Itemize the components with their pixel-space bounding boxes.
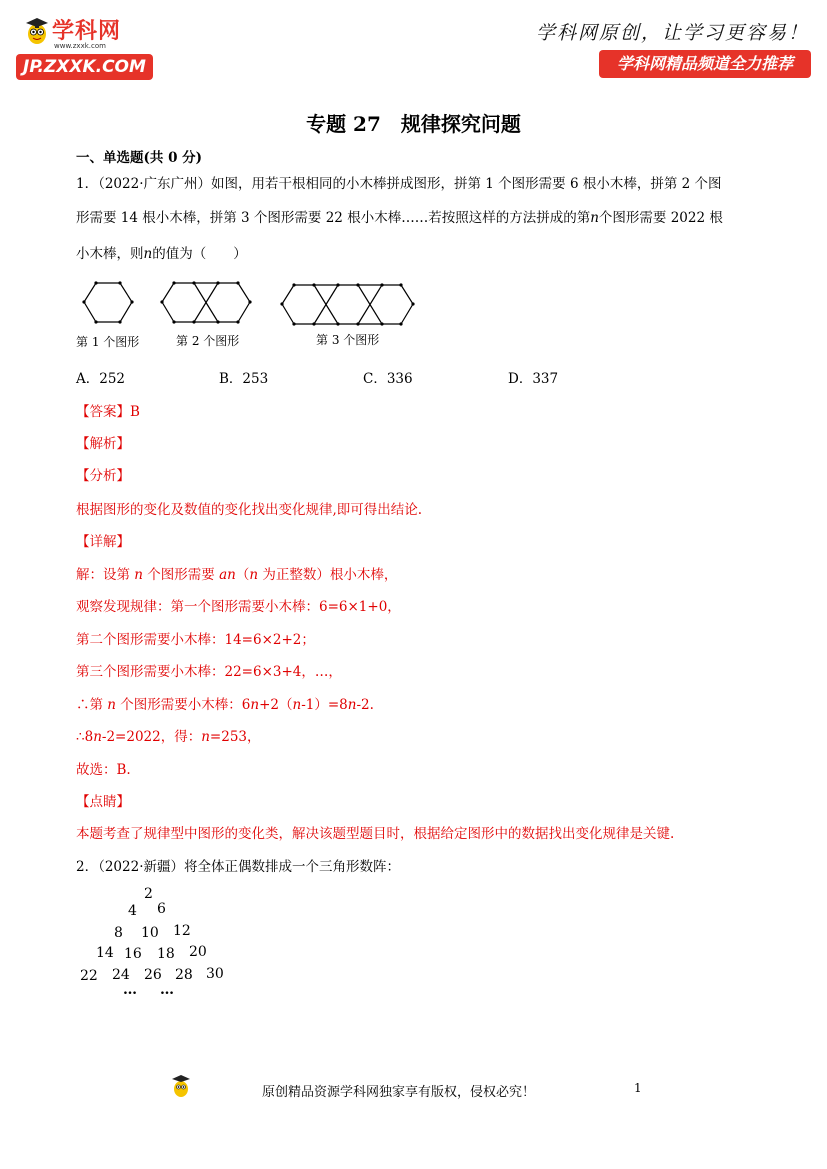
figure-caption-2: 第 2 个图形 (176, 334, 240, 348)
d5-b: 个图形需要小木棒：6 (116, 697, 251, 713)
d5-e: -2. (356, 697, 374, 713)
triangle-number: 4 (128, 903, 137, 919)
triangle-number: 16 (124, 946, 142, 962)
q2-line-1: 2．（2022·新疆）将全体正偶数排成一个三角形数阵： (76, 859, 400, 875)
q1-line-3-b: 的值为（ ） (152, 246, 247, 262)
option-c: C．336 (363, 371, 413, 387)
detail-line-5 (76, 693, 374, 713)
detail-line-1 (76, 563, 397, 583)
figure-caption-3: 第 3 个图形 (316, 333, 380, 347)
stick-figures (76, 280, 426, 330)
var-n: n (292, 697, 302, 713)
detail-line-3: 第二个图形需要小木棒：14=6×2+2； (76, 632, 315, 648)
var-n: n (134, 567, 143, 583)
d6-a: ∴8 (76, 729, 94, 745)
triangle-number: 28 (175, 967, 193, 983)
triangle-number: 20 (189, 944, 207, 960)
figure-3-nodes (280, 283, 414, 325)
d6-c: =253， (209, 729, 261, 745)
d1-b: 个图形需要 (143, 567, 220, 583)
analysis-label: 【解析】 (76, 436, 130, 452)
detail-line-2: 观察发现规律：第一个图形需要小木棒：6=6×1+0， (76, 599, 401, 615)
triangle-number: 10 (141, 925, 159, 941)
var-n: n (590, 210, 599, 226)
triangle-number: 26 (144, 967, 162, 983)
triangle-number: 18 (157, 946, 175, 962)
q1-line-2-b: 个图形需要 2022 根 (598, 210, 723, 226)
q1-line-2 (76, 206, 723, 226)
var-n: n (107, 697, 116, 713)
figure-1-hexagon (84, 283, 132, 322)
d1-c: （ (235, 567, 250, 583)
answer-label: 【答案】B (76, 404, 140, 420)
option-d: D．337 (508, 371, 559, 387)
figure-3 (282, 285, 413, 324)
triangle-number: 14 (96, 945, 114, 961)
bee-mascot-icon (22, 16, 52, 46)
triangle-number: 6 (157, 901, 166, 917)
triangle-number: 22 (80, 968, 98, 984)
logo-name: 学科网 (52, 19, 122, 44)
d1-a: 解：设第 (76, 567, 135, 583)
detail-line-6 (76, 725, 261, 745)
var-n: n (249, 567, 259, 583)
detail-line-7: 故选：B. (76, 762, 131, 778)
triangle-number: 30 (206, 966, 224, 982)
triangle-number: 2 (144, 886, 153, 902)
fenxi-label: 【分析】 (76, 468, 130, 484)
figure-2 (162, 283, 250, 322)
q1-line-3-a: 小木棒，则 (76, 246, 144, 262)
d6-b: -2=2022，得： (101, 729, 202, 745)
triangle-ellipsis: … (160, 982, 174, 998)
var-n: n (143, 246, 153, 262)
var-n: n (347, 697, 357, 713)
page-number: 1 (634, 1081, 642, 1095)
d5-a: ∴第 (76, 697, 108, 713)
dianjing-label: 【点睛】 (76, 794, 130, 810)
bee-mascot-icon (170, 1074, 192, 1098)
var-n: n (250, 697, 260, 713)
var-n: n (93, 729, 102, 745)
q1-line-1: 1．（2022·广东广州）如图，用若干根相同的小木棒拼成图形，拼第 1 个图形需要 6 根小木棒，拼第 2 个图 (76, 176, 722, 192)
logo-badge[interactable]: JP.ZXXK.COM (16, 54, 153, 80)
option-a: A．252 (76, 371, 126, 387)
figure-caption-1: 第 1 个图形 (76, 335, 140, 349)
d5-c: +2（ (259, 697, 293, 713)
q1-line-2-a: 形需要 14 根小木棒，拼第 3 个图形需要 22 根小木棒……若按照这样的方法拼成的第 (76, 210, 591, 226)
section-heading: 一、单选题(共 0 分) (76, 150, 203, 166)
var-an: an (219, 567, 236, 583)
var-n: n (201, 729, 210, 745)
option-b: B．253 (219, 371, 269, 387)
recommend-badge[interactable]: 学科网精品频道全力推荐 (599, 50, 811, 78)
triangle-number: 24 (112, 967, 130, 983)
detail-line-4: 第三个图形需要小木棒：22=6×3+4，…， (76, 664, 342, 680)
triangle-number: 12 (173, 923, 191, 939)
triangle-number: 8 (114, 925, 123, 941)
page-title: 专题 27 规律探究问题 (306, 112, 521, 136)
footer-copyright: 原创精品资源学科网独家享有版权，侵权必究！ (262, 1085, 536, 1100)
q1-line-3 (76, 242, 247, 262)
d1-d: 为正整数）根小木棒， (258, 567, 398, 583)
figure-1-nodes (82, 281, 133, 323)
logo-url: www.zxxk.com (54, 42, 106, 50)
fenxi-text: 根据图形的变化及数值的变化找出变化规律,即可得出结论. (76, 502, 423, 518)
logo (22, 14, 162, 84)
d5-d: -1）=8 (301, 697, 348, 713)
dianjing-text: 本题考查了规律型中图形的变化类，解决该题型题目时，根据给定图形中的数据找出变化规律是关键. (76, 826, 675, 842)
slogan: 学科网原创，让学习更容易！ (535, 22, 809, 44)
triangle-ellipsis: … (123, 982, 137, 998)
detail-label: 【详解】 (76, 534, 130, 550)
